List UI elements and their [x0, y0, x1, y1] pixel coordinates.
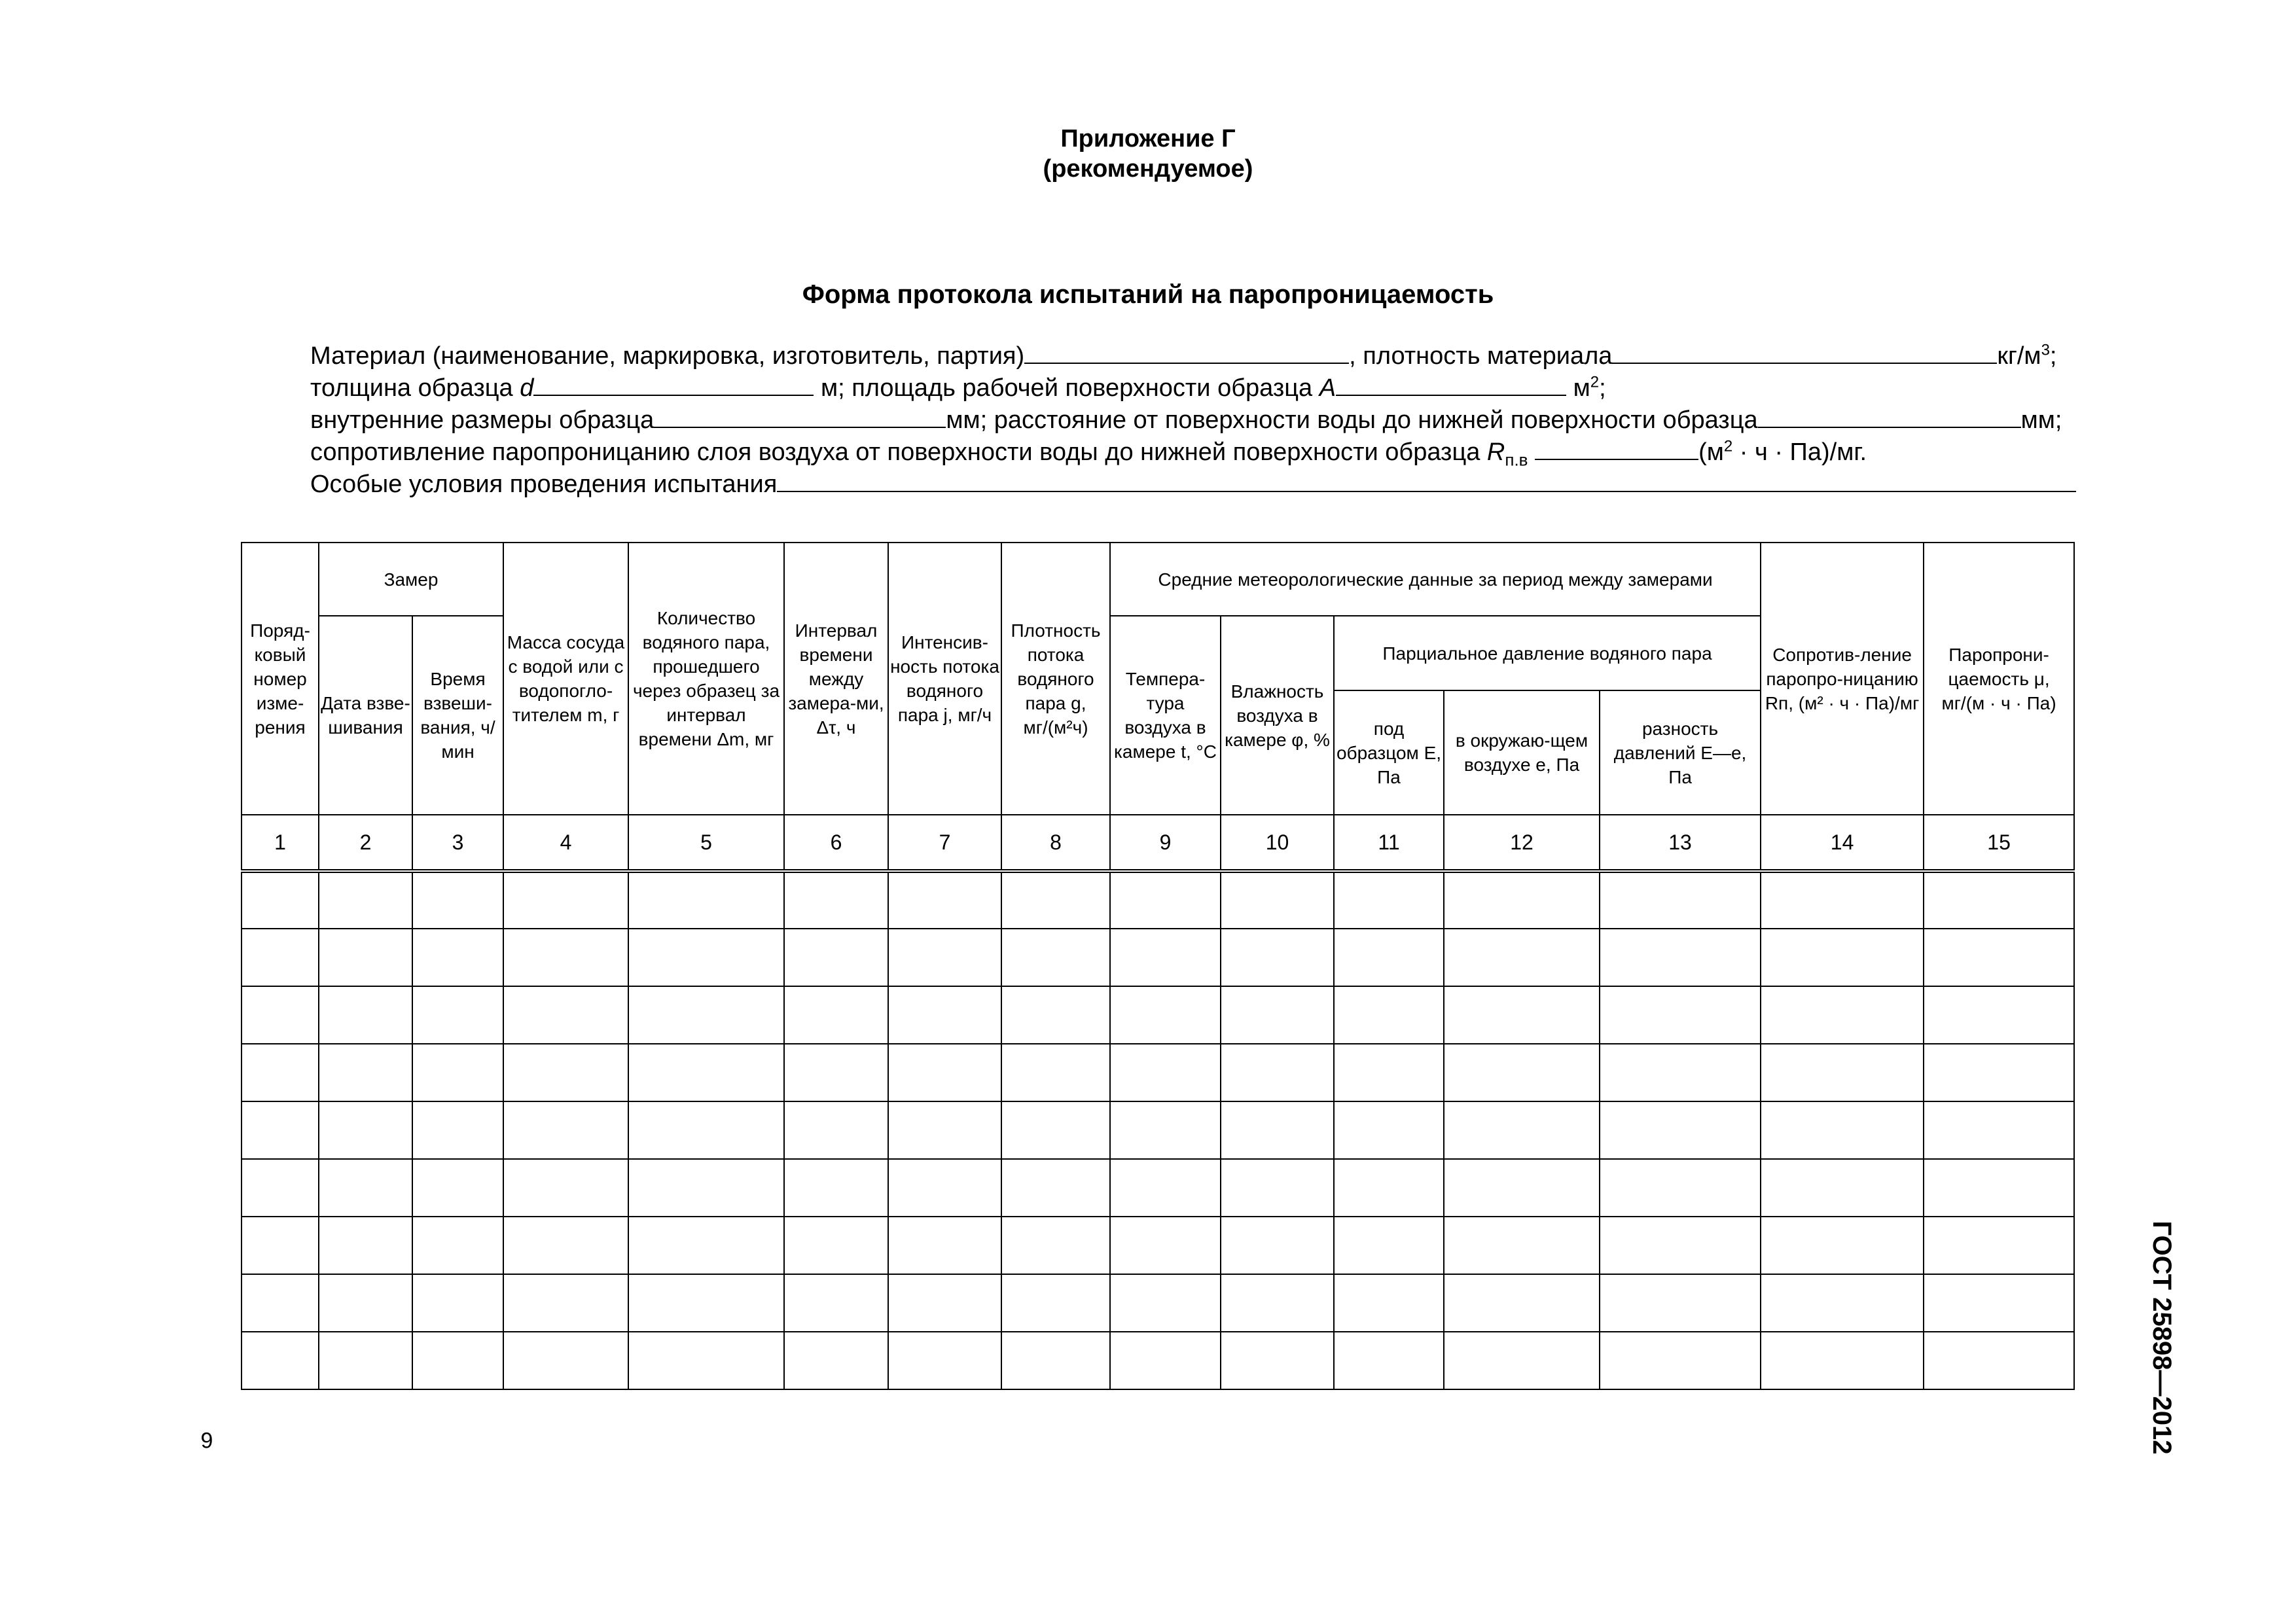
table-cell[interactable] [1924, 1274, 2074, 1332]
distance-field[interactable] [1758, 406, 2021, 428]
table-cell[interactable] [412, 1332, 503, 1389]
protocol-table [241, 542, 2075, 1390]
column-number: 11 [1334, 815, 1444, 871]
table-cell[interactable] [1924, 986, 2074, 1044]
table-cell[interactable] [412, 1044, 503, 1101]
column-number: 13 [1600, 815, 1761, 871]
table-row [242, 1274, 2074, 1332]
thickness-label: толщина образца [310, 374, 520, 402]
table-cell[interactable] [1761, 1044, 1924, 1101]
material-label: Материал (наименование, маркировка, изготовитель, партия) [310, 342, 1025, 370]
table-cell[interactable] [242, 1159, 319, 1217]
material-line: Материал (наименование, маркировка, изготовитель, партия) , плотность материала $кг/м^3$; [310, 341, 2057, 370]
column-number: 7 [888, 815, 1001, 871]
density-label: , плотность материала [1349, 342, 1613, 370]
table-cell[interactable] [1761, 1274, 1924, 1332]
table-cell[interactable] [1221, 1044, 1334, 1101]
distance-label: мм; расстояние от поверхности воды до нижней поверхности образца [946, 406, 1758, 434]
table-cell[interactable] [1761, 986, 1924, 1044]
table-cell[interactable] [1221, 1101, 1334, 1159]
col-header-7: Интенсив-ность потока водяного пара j, мг/ч [888, 543, 1001, 815]
table-cell[interactable] [1600, 986, 1761, 1044]
table-cell[interactable] [503, 929, 628, 986]
table-cell[interactable] [784, 1217, 888, 1274]
table-cell[interactable] [1110, 1159, 1221, 1217]
col-header-9: Темпера-тура воздуха в камере t, °С [1110, 616, 1221, 815]
table-cell[interactable] [628, 1159, 784, 1217]
table-cell[interactable] [1600, 1217, 1761, 1274]
table-cell[interactable] [888, 871, 1001, 929]
table-cell[interactable] [319, 1044, 412, 1101]
table-cell[interactable] [1334, 871, 1444, 929]
table-cell[interactable] [242, 986, 319, 1044]
table-cell[interactable] [1600, 929, 1761, 986]
table-cell[interactable] [1444, 871, 1600, 929]
group-header-meteo: Средние метеорологические данные за период между замерами [1110, 543, 1761, 616]
resistance-line: сопротивление паропроницанию слоя воздуха от поверхности воды до нижней поверхности образца $R_{п.в}$ $(м^2 \cdot ч \cdot Па)/мг$. [310, 437, 1867, 470]
table-cell[interactable] [1600, 1274, 1761, 1332]
table-cell[interactable] [1761, 1332, 1924, 1389]
table-row [242, 1217, 2074, 1274]
table-cell[interactable] [319, 1274, 412, 1332]
col-header-6: Интервал времени между замера-ми, Δτ, ч [784, 543, 888, 815]
table-cell[interactable] [1001, 1274, 1110, 1332]
column-number: 15 [1924, 815, 2074, 871]
table-cell[interactable] [1334, 986, 1444, 1044]
table-cell[interactable] [503, 1274, 628, 1332]
col-header-4: Масса сосуда с водой или с водопогло-тителем m, г [503, 543, 628, 815]
col-header-12: в окружаю-щем воздухе e, Па [1444, 690, 1600, 815]
table-cell[interactable] [1761, 929, 1924, 986]
table-cell[interactable] [319, 1217, 412, 1274]
table-cell[interactable] [888, 1274, 1001, 1332]
table-cell[interactable] [1110, 1101, 1221, 1159]
table-cell[interactable] [1221, 1217, 1334, 1274]
resistance-field[interactable] [1535, 438, 1698, 460]
table-cell[interactable] [242, 1044, 319, 1101]
table-cell[interactable] [888, 1044, 1001, 1101]
table-cell[interactable] [412, 929, 503, 986]
table-cell[interactable] [1924, 1332, 2074, 1389]
table-cell[interactable] [1221, 929, 1334, 986]
density-unit: кг/м [1997, 342, 2041, 370]
column-number: 12 [1444, 815, 1600, 871]
table-cell[interactable] [888, 1217, 1001, 1274]
table-cell[interactable] [242, 1101, 319, 1159]
table-cell[interactable] [503, 1159, 628, 1217]
table-cell[interactable] [242, 929, 319, 986]
table-cell[interactable] [1761, 871, 1924, 929]
table-cell[interactable] [1110, 1332, 1221, 1389]
special-field[interactable] [777, 470, 2076, 492]
table-cell[interactable] [888, 1159, 1001, 1217]
page-number: 6 [200, 1427, 213, 1452]
column-number: 5 [628, 815, 784, 871]
table-cell[interactable] [1221, 986, 1334, 1044]
table-cell[interactable] [1334, 929, 1444, 986]
table-cell[interactable] [319, 1332, 412, 1389]
table-cell[interactable] [1600, 1044, 1761, 1101]
protocol-fields [310, 340, 2077, 501]
table-cell[interactable] [1001, 929, 1110, 986]
special-label: Особые условия проведения испытания [310, 471, 778, 498]
area-label: м; площадь рабочей поверхности образца [814, 374, 1319, 402]
table-cell[interactable] [628, 1101, 784, 1159]
thickness-var: d [520, 374, 534, 402]
table-cell[interactable] [1221, 1159, 1334, 1217]
table-cell[interactable] [242, 871, 319, 929]
table-row [242, 1044, 2074, 1101]
table-cell[interactable] [1924, 1044, 2074, 1101]
thickness-field[interactable] [533, 374, 814, 396]
table-cell[interactable] [1761, 1217, 1924, 1274]
table-cell[interactable] [1001, 871, 1110, 929]
table-cell[interactable] [319, 871, 412, 929]
col-header-13: разность давлений E—e, Па [1600, 690, 1761, 815]
table-cell[interactable] [1334, 1159, 1444, 1217]
column-number: 14 [1761, 815, 1924, 871]
table-cell[interactable] [1600, 1101, 1761, 1159]
table-cell[interactable] [1924, 1159, 2074, 1217]
table-cell[interactable] [1444, 1101, 1600, 1159]
table-cell[interactable] [242, 1332, 319, 1389]
standard-code: ГОСТ 25898—2012 [2147, 1221, 2176, 1455]
table-cell[interactable] [1924, 1217, 2074, 1274]
table-cell[interactable] [1600, 871, 1761, 929]
col-header-3: Время взвеши-вания, ч/мин [412, 616, 503, 815]
column-number: 3 [412, 815, 503, 871]
table-cell[interactable] [784, 1274, 888, 1332]
table-cell[interactable] [1600, 1159, 1761, 1217]
column-number: 1 [242, 815, 319, 871]
table-cell[interactable] [1001, 1159, 1110, 1217]
table-cell[interactable] [1001, 1332, 1110, 1389]
appendix-title: Приложение Г [1060, 125, 1236, 152]
table-cell[interactable] [412, 1217, 503, 1274]
table-cell[interactable] [1001, 1101, 1110, 1159]
area-unit: м [1566, 374, 1590, 402]
area-var: A [1319, 374, 1336, 402]
table-cell[interactable] [1110, 986, 1221, 1044]
thickness-line: толщина образца d м; площадь рабочей поверхности образца A $м^2$; [310, 373, 1606, 402]
table-cell[interactable] [784, 1159, 888, 1217]
resistance-var: R [1486, 438, 1505, 466]
table-cell[interactable] [1924, 1101, 2074, 1159]
table-cell[interactable] [242, 1274, 319, 1332]
table-cell[interactable] [888, 1101, 1001, 1159]
table-cell[interactable] [1444, 1274, 1600, 1332]
table-cell[interactable] [503, 1044, 628, 1101]
table-cell[interactable] [784, 929, 888, 986]
table-cell[interactable] [784, 986, 888, 1044]
col-header-1: Поряд-ковый номер изме-рения [242, 543, 319, 815]
col-header-5: Количество водяного пара, прошедшего через образец за интервал времени Δm, мг [628, 543, 784, 815]
appendix-note: (рекомендуемое) [1043, 155, 1253, 183]
table-cell[interactable] [1110, 929, 1221, 986]
table-cell[interactable] [628, 986, 784, 1044]
table-cell[interactable] [784, 1101, 888, 1159]
table-cell[interactable] [628, 1044, 784, 1101]
table-cell[interactable] [319, 929, 412, 986]
table-cell[interactable] [319, 1159, 412, 1217]
table-cell[interactable] [1444, 1217, 1600, 1274]
form-title: Форма протокола испытаний на паропроницаемость [802, 280, 1494, 309]
col-header-14: Сопротив-ление паропро-ницанию Rп, (м² · ч · Па)/мг [1761, 543, 1924, 815]
table-cell[interactable] [503, 871, 628, 929]
table-cell[interactable] [503, 1332, 628, 1389]
table-cell[interactable] [1444, 1159, 1600, 1217]
col-header-2: Дата взве-шивания [319, 616, 412, 815]
special-line [310, 469, 2077, 501]
column-number: 4 [503, 815, 628, 871]
table-row [242, 871, 2074, 929]
table-cell[interactable] [1600, 1332, 1761, 1389]
col-header-15: Паропрони-цаемость μ, мг/(м · ч · Па) [1924, 543, 2074, 815]
table-cell[interactable] [784, 871, 888, 929]
distance-unit: мм; [2020, 406, 2062, 434]
table-cell[interactable] [1334, 1101, 1444, 1159]
table-cell[interactable] [412, 1101, 503, 1159]
resistance-sub: п.в [1505, 450, 1528, 470]
column-number-row [242, 815, 2074, 871]
column-number: 10 [1221, 815, 1334, 871]
column-number: 8 [1001, 815, 1110, 871]
inner-size-line [310, 404, 2077, 437]
col-header-10: Влажность воздуха в камере φ, % [1221, 616, 1334, 815]
table-cell[interactable] [1444, 929, 1600, 986]
table-cell[interactable] [628, 1332, 784, 1389]
col-header-11: под образцом E, Па [1334, 690, 1444, 815]
table-cell[interactable] [1001, 1217, 1110, 1274]
col-header-8: Плотность потока водяного пара g, мг/(м²ч) [1001, 543, 1110, 815]
table-cell[interactable] [1444, 986, 1600, 1044]
table-cell[interactable] [1924, 871, 2074, 929]
table-cell[interactable] [1444, 1044, 1600, 1101]
table-cell[interactable] [319, 1101, 412, 1159]
table-cell[interactable] [412, 871, 503, 929]
table-row [242, 1332, 2074, 1389]
group-header-zamer: Замер [319, 543, 503, 616]
density-field[interactable] [1612, 342, 1997, 364]
table-cell[interactable] [412, 1159, 503, 1217]
table-cell[interactable] [628, 929, 784, 986]
table-cell[interactable] [1444, 1332, 1600, 1389]
table-cell[interactable] [503, 1101, 628, 1159]
table-row [242, 1101, 2074, 1159]
table-cell[interactable] [628, 1274, 784, 1332]
table-cell[interactable] [412, 1274, 503, 1332]
table-cell[interactable] [628, 871, 784, 929]
material-field[interactable] [1024, 342, 1349, 364]
table-cell[interactable] [503, 1217, 628, 1274]
column-number: 2 [319, 815, 412, 871]
table-cell[interactable] [1221, 871, 1334, 929]
area-end: ; [1599, 374, 1606, 402]
table-cell[interactable] [784, 1332, 888, 1389]
table-cell[interactable] [1761, 1159, 1924, 1217]
table-cell[interactable] [888, 929, 1001, 986]
column-number: 6 [784, 815, 888, 871]
resistance-unit-b: · ч · Па)/мг. [1732, 438, 1867, 466]
table-cell[interactable] [503, 986, 628, 1044]
table-cell[interactable] [1110, 1274, 1221, 1332]
table-cell[interactable] [1924, 929, 2074, 986]
table-row [242, 929, 2074, 986]
table-row [242, 1159, 2074, 1217]
table-cell[interactable] [412, 986, 503, 1044]
table-cell[interactable] [1001, 1044, 1110, 1101]
table-cell[interactable] [888, 1332, 1001, 1389]
table-cell[interactable] [1761, 1101, 1924, 1159]
table-cell[interactable] [242, 1217, 319, 1274]
table-row [242, 986, 2074, 1044]
table-cell[interactable] [1221, 1332, 1334, 1389]
table-cell[interactable] [888, 986, 1001, 1044]
resistance-label: сопротивление паропроницанию слоя воздуха от поверхности воды до нижней поверхности образца [310, 438, 1487, 466]
table-cell[interactable] [1110, 871, 1221, 929]
group-header-partial-pressure: Парциальное давление водяного пара [1334, 616, 1761, 690]
table-cell[interactable] [1110, 1044, 1221, 1101]
table-cell[interactable] [1001, 986, 1110, 1044]
inner-size-label: внутренние размеры образца [310, 406, 655, 434]
table-cell[interactable] [784, 1044, 888, 1101]
table-cell[interactable] [1334, 1217, 1444, 1274]
table-cell[interactable] [1334, 1332, 1444, 1389]
table-cell[interactable] [1110, 1217, 1221, 1274]
table-cell[interactable] [1334, 1044, 1444, 1101]
resistance-unit-a: (м [1698, 438, 1724, 466]
table-cell[interactable] [628, 1217, 784, 1274]
table-cell[interactable] [1221, 1274, 1334, 1332]
table-cell[interactable] [1334, 1274, 1444, 1332]
inner-size-field[interactable] [654, 406, 946, 428]
column-number: 9 [1110, 815, 1221, 871]
area-field[interactable] [1336, 374, 1566, 396]
table-cell[interactable] [319, 986, 412, 1044]
